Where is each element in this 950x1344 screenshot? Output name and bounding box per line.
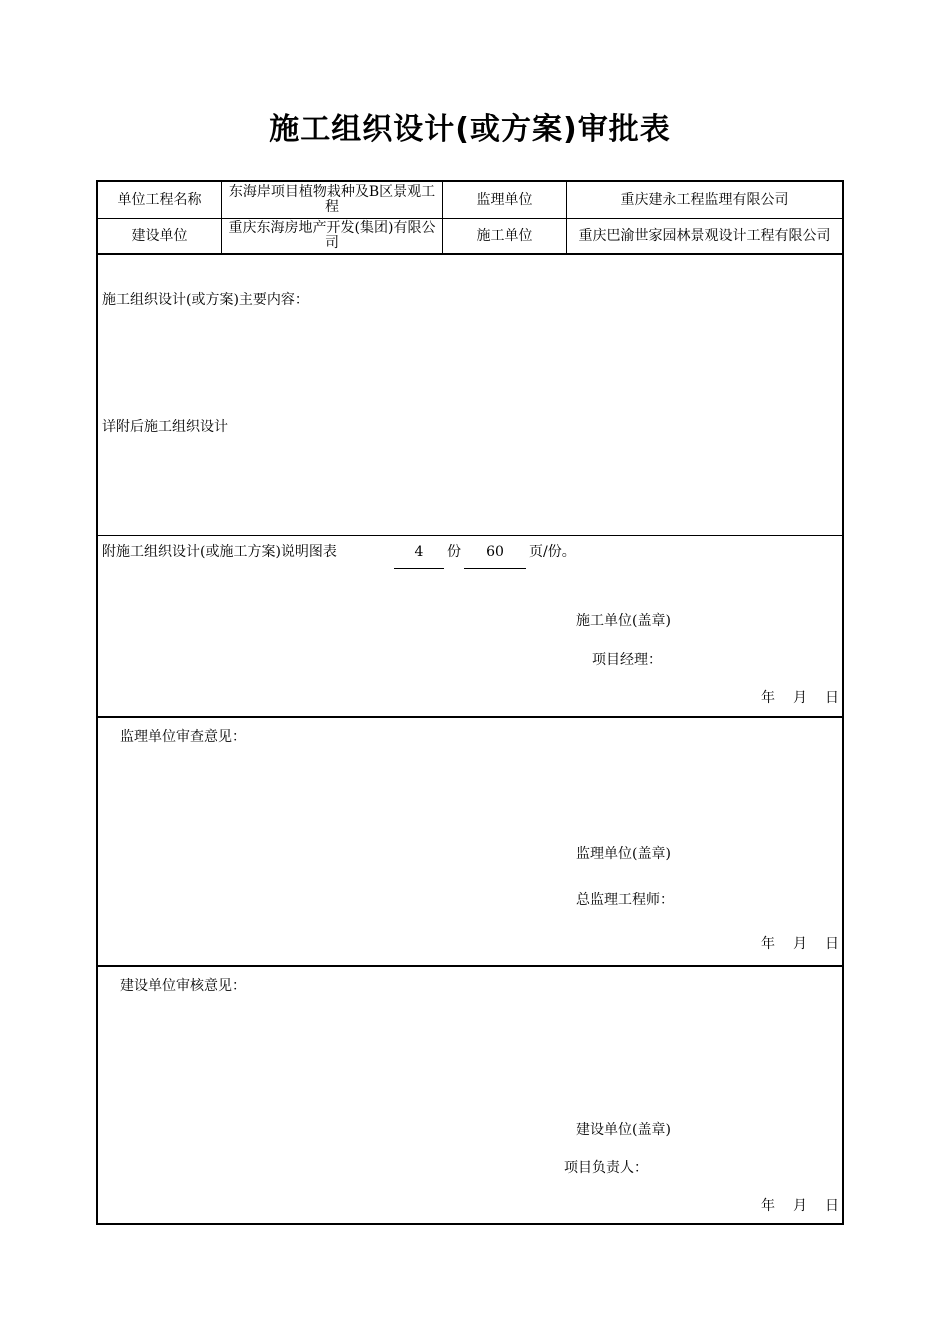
row-divider <box>98 253 842 255</box>
pages-underline <box>464 568 526 569</box>
builder-unit-label: 建设单位 <box>131 227 188 244</box>
copies-unit: 份 <box>447 544 461 560</box>
date-month: 月 <box>793 690 807 706</box>
section-divider <box>98 965 842 967</box>
approval-form <box>96 180 844 1225</box>
date-day: 日 <box>825 1198 839 1214</box>
date-day: 日 <box>825 936 839 952</box>
builder-opinion-heading: 建设单位审核意见： <box>120 978 246 994</box>
builder-unit-value: 重庆东海房地产开发(集团)有限公司 <box>228 220 436 251</box>
builder-date <box>761 1197 839 1215</box>
project-manager-signature: 项目经理： <box>592 652 662 668</box>
copies-count: 4 <box>414 544 424 560</box>
project-leader-signature: 项目负责人： <box>564 1160 648 1176</box>
date-day: 日 <box>825 690 839 706</box>
date-year: 年 <box>761 690 775 706</box>
chief-supervisor-signature: 总监理工程师： <box>576 892 674 908</box>
builder-seal: 建设单位(盖章) <box>576 1122 671 1138</box>
content-body: 详附后施工组织设计 <box>102 419 228 435</box>
date-year: 年 <box>761 1198 775 1214</box>
supervision-unit-value: 重庆建永工程监理有限公司 <box>620 191 789 208</box>
supervision-opinion-heading: 监理单位审查意见： <box>120 729 246 745</box>
attachment-date <box>761 689 839 707</box>
copies-underline <box>394 568 444 569</box>
section-divider <box>98 716 842 718</box>
supervision-date <box>761 935 839 953</box>
date-month: 月 <box>793 936 807 952</box>
pages-unit: 页/份。 <box>529 544 576 560</box>
contractor-unit-label: 施工单位 <box>476 227 533 244</box>
supervision-seal: 监理单位(盖章) <box>576 846 671 862</box>
date-month: 月 <box>793 1198 807 1214</box>
attachment-prefix: 附施工组织设计(或施工方案)说明图表 <box>102 544 337 560</box>
content-heading: 施工组织设计(或方案)主要内容： <box>102 292 309 308</box>
unit-project-value: 东海岸项目植物栽种及B区景观工程 <box>228 184 436 215</box>
unit-project-label: 单位工程名称 <box>117 191 202 208</box>
contractor-seal: 施工单位(盖章) <box>576 613 671 629</box>
pages-count: 60 <box>486 544 504 560</box>
section-divider <box>98 535 842 536</box>
page-title: 施工组织设计(或方案)审批表 <box>269 112 671 147</box>
supervision-unit-label: 监理单位 <box>476 191 533 208</box>
date-year: 年 <box>761 936 775 952</box>
contractor-unit-value: 重庆巴渝世家园林景观设计工程有限公司 <box>578 227 831 244</box>
